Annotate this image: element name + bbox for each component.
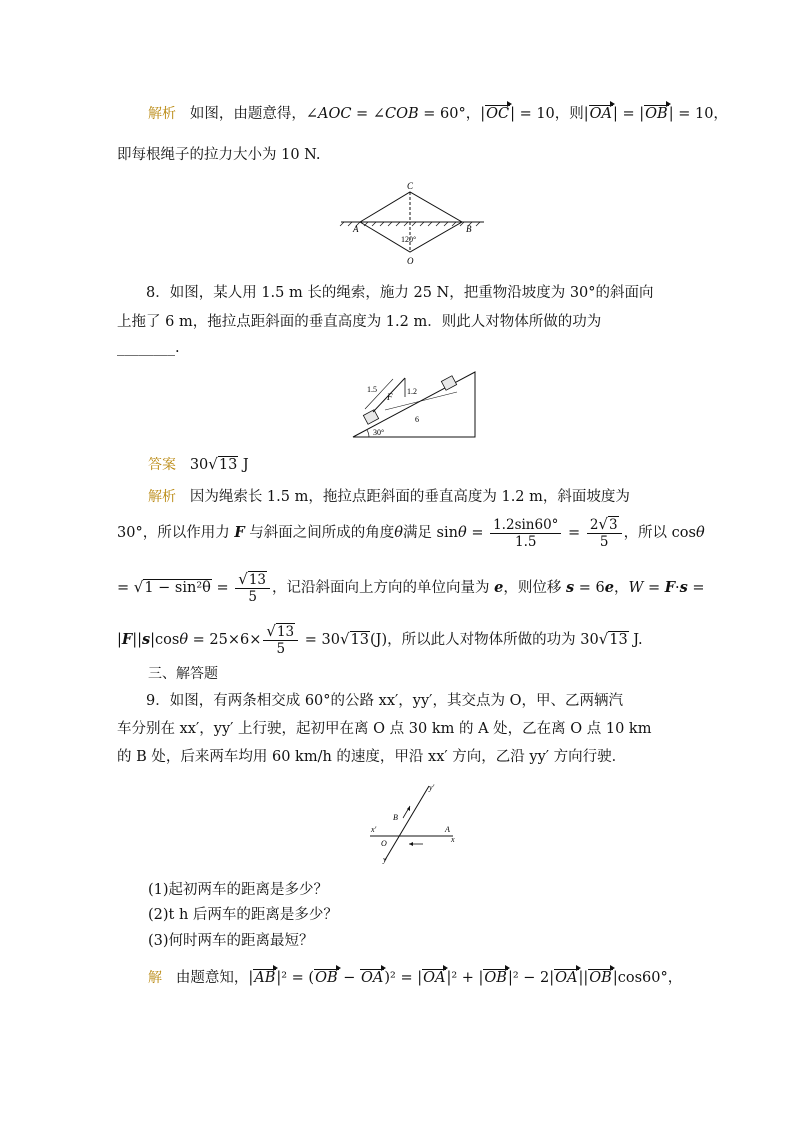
answer-line: 答案 30√13 J: [148, 455, 249, 473]
q8-line2: 上拖了 6 m，拖拉点距斜面的垂直高度为 1.2 m．则此人对物体所做的功为: [117, 314, 602, 330]
label-b: B: [466, 224, 472, 234]
text: ||: [132, 632, 142, 648]
text: 30: [189, 457, 209, 473]
text: 与斜面之间所成的角度: [244, 525, 395, 541]
analysis2-line3: = √1 − sin²θ = $\frac{√13}{5}$ ，记沿斜面向上方向的单位向量为 e，则位移 s = 6e，W = F·s =: [117, 570, 705, 605]
text: = ∠: [351, 106, 385, 122]
text: J.: [628, 632, 643, 648]
q9-sub1: (1)起初两车的距离是多少？: [148, 882, 329, 898]
analysis2-line1: [148, 487, 630, 507]
text: 因为绳索长 1.5 m，拖拉点距斜面的垂直高度为 1.2 m，斜面坡度为: [189, 489, 630, 505]
analysis2-line2: [117, 516, 705, 550]
label-c: C: [407, 181, 414, 191]
text: 30°，所以作用力: [117, 525, 235, 541]
vector-ab: AB: [254, 970, 276, 986]
vector-ob: OB: [645, 106, 668, 122]
vector-ob: OB: [484, 970, 507, 986]
denominator: 5: [276, 641, 286, 657]
math: F: [121, 631, 133, 648]
vector-ob: OB: [315, 970, 338, 986]
text: −: [338, 970, 361, 986]
text: | = 10，则|: [510, 106, 589, 122]
q9-line1: 9．如图，有两条相交成 60°的公路 xx′，yy′，其交点为 O，甲、乙两辆汽: [146, 693, 623, 709]
label-x-prime: x′: [371, 825, 377, 834]
math: θ: [394, 525, 403, 541]
solution-line: [148, 968, 682, 988]
text: =: [643, 580, 665, 596]
figure-ropes: [338, 178, 488, 268]
text: |: [117, 632, 122, 648]
text: ·: [675, 580, 680, 596]
radicand: 13: [350, 632, 369, 648]
math: θ: [179, 632, 189, 648]
label-y: y: [383, 855, 387, 864]
text: =: [687, 580, 705, 596]
label-y-prime: y′: [429, 783, 435, 792]
section-heading: 三、解答题: [148, 666, 218, 682]
force-label: F: [387, 392, 393, 402]
vector-oa: OA: [589, 106, 613, 122]
text: ，则位移: [503, 580, 566, 596]
q9-sub2: (2)t h 后两车的距离是多少？: [148, 907, 338, 923]
analysis1-line2: 即每根绳子的拉力大小为 10 N.: [117, 147, 321, 163]
fraction: $\frac{2√3}{5}$: [587, 516, 622, 550]
numerator: 2: [589, 517, 599, 533]
text: = 6: [574, 580, 605, 596]
text: |² = (: [276, 970, 315, 986]
radicand: 13: [218, 457, 238, 473]
analysis-label: 解析: [148, 106, 176, 122]
math: e: [604, 579, 614, 596]
text: = 25×6×: [188, 632, 262, 648]
rope-length: 1.5: [367, 385, 377, 394]
radicand: 13: [609, 632, 628, 648]
q9-line2: 车分别在 xx′，yy′ 上行驶，起初甲在离 O 点 30 km 的 A 处，乙在离 O 点 10 km: [117, 721, 652, 737]
math: s: [141, 631, 151, 648]
height-label: 1.2: [407, 387, 417, 396]
math: s: [679, 579, 688, 596]
text: | = |: [613, 106, 645, 122]
text: J: [238, 457, 249, 473]
vector-oa: OA: [361, 970, 384, 986]
q8-line3: ________.: [117, 340, 180, 356]
label-o: O: [381, 839, 387, 848]
radicand: 13: [276, 624, 295, 640]
text: 如图，由题意得，∠: [189, 106, 318, 122]
math: θ: [695, 525, 705, 541]
label-a: A: [445, 825, 450, 834]
label-a: A: [353, 224, 359, 234]
text: =: [211, 580, 234, 596]
math: W: [628, 580, 644, 596]
text: ||: [578, 970, 589, 986]
analysis1-line1: [148, 104, 728, 124]
radicand: 3: [608, 517, 618, 533]
fraction: [490, 517, 561, 550]
math: e: [494, 579, 504, 596]
text: |² − 2|: [507, 970, 555, 986]
analysis2-line4: |F||s|cosθ = 25×6× $\frac{√13}{5}$ = 30√13(J)，所以此人对物体所做的功为 30√13 J.: [117, 622, 643, 657]
text: = 60°，|: [418, 106, 486, 122]
text: ，所以 cos: [623, 525, 696, 541]
text: ，: [613, 580, 629, 596]
q9-line3: 的 B 处，后来两车均用 60 km/h 的速度，甲沿 xx′ 方向，乙沿 yy′ 方向行驶．: [117, 749, 627, 765]
text: = 30: [300, 632, 340, 648]
text: |cos60°，: [612, 970, 683, 986]
figure-incline: [345, 362, 480, 440]
text: |² + |: [446, 970, 484, 986]
text: | = 10，: [668, 106, 728, 122]
text: )² = |: [384, 970, 423, 986]
distance-label: 6: [415, 415, 419, 424]
figure-roads: [365, 778, 465, 866]
text: (J)，所以此人对物体所做的功为 30: [370, 632, 599, 648]
math: s: [565, 579, 575, 596]
solution-label: 解: [148, 970, 162, 986]
denominator: 1.5: [515, 533, 537, 550]
text: =: [117, 580, 134, 596]
text: =: [466, 525, 489, 541]
math: AOC: [317, 106, 352, 122]
angle-label: 120°: [401, 235, 417, 244]
text: 满足 sin: [402, 525, 458, 541]
answer-label: 答案: [148, 457, 176, 473]
q8-line1: 8．如图，某人用 1.5 m 长的绳索，施力 25 N，把重物沿坡度为 30°的斜面向: [146, 285, 654, 301]
label-b: B: [393, 813, 398, 822]
vector-oa: OA: [423, 970, 446, 986]
denominator: 5: [248, 589, 257, 605]
text: =: [563, 525, 585, 541]
fraction: $\frac{√13}{5}$: [235, 571, 270, 605]
analysis-label: 解析: [148, 489, 176, 505]
radicand: 1 − sin²θ: [144, 580, 211, 596]
vector-oc: OC: [486, 106, 510, 122]
math: COB: [384, 106, 419, 122]
vector-ob: OB: [589, 970, 612, 986]
text: ，记沿斜面向上方向的单位向量为: [272, 580, 495, 596]
label-o: O: [407, 256, 414, 266]
label-x: x: [451, 835, 455, 844]
numerator: 1.2sin60°: [490, 517, 561, 534]
text: 由题意知，|: [175, 970, 254, 986]
slope-angle: 30°: [373, 428, 385, 437]
denominator: 5: [599, 534, 609, 550]
q9-sub3: (3)何时两车的距离最短？: [148, 933, 314, 949]
math: θ: [457, 525, 467, 541]
vector-oa: OA: [555, 970, 578, 986]
math: F: [664, 579, 676, 596]
math: F: [234, 524, 245, 541]
text: |cos: [150, 632, 180, 648]
radicand: 13: [248, 572, 267, 588]
fraction: $\frac{√13}{5}$: [263, 623, 298, 657]
